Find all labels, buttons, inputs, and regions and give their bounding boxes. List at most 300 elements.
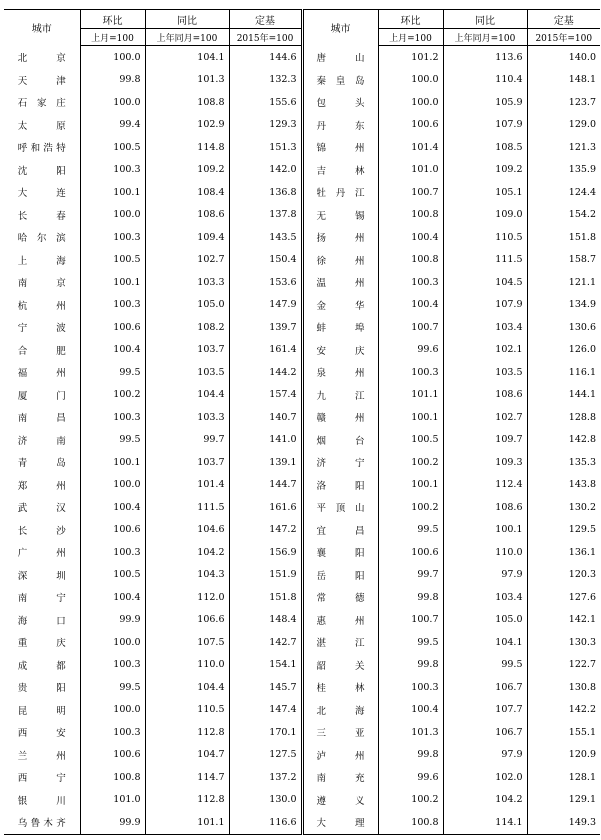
city-cell (302, 406, 378, 429)
yoy-value: 108.4 (145, 181, 229, 204)
city-cell (302, 744, 378, 767)
city-name: 重庆 (17, 638, 66, 650)
city-name: 秦皇岛 (316, 75, 365, 87)
yoy-value: 99.7 (145, 429, 229, 452)
city-cell (4, 204, 80, 227)
city-cell (4, 91, 80, 114)
mom-value: 100.0 (80, 46, 145, 69)
table-row (4, 541, 600, 564)
yoy-value: 103.3 (145, 406, 229, 429)
city-cell (302, 339, 378, 362)
city-name: 温州 (316, 278, 365, 290)
base-value: 158.7 (527, 249, 600, 272)
mom-value: 100.3 (80, 406, 145, 429)
city-name: 西宁 (17, 773, 66, 785)
mom-value: 100.0 (80, 204, 145, 227)
city-cell (302, 361, 378, 384)
yoy-value: 106.6 (145, 609, 229, 632)
header-base-right: 定基 (527, 10, 600, 29)
mom-value: 99.5 (80, 429, 145, 452)
city-name: 泉州 (316, 368, 365, 380)
city-name: 合肥 (17, 345, 66, 357)
city-cell (4, 361, 80, 384)
city-name: 南宁 (17, 593, 66, 605)
base-value: 124.4 (527, 181, 600, 204)
city-cell (302, 69, 378, 92)
city-name: 北海 (316, 705, 365, 717)
price-index-table-container (4, 9, 600, 835)
city-cell (302, 789, 378, 812)
base-value: 154.2 (527, 204, 600, 227)
yoy-value: 109.2 (145, 159, 229, 182)
table-row (4, 811, 600, 834)
yoy-value: 104.4 (145, 676, 229, 699)
mom-value: 99.4 (80, 114, 145, 137)
city-name: 大连 (17, 188, 66, 200)
mom-value: 100.8 (80, 766, 145, 789)
table-body (4, 46, 600, 835)
city-cell (4, 271, 80, 294)
mom-value: 99.6 (378, 766, 443, 789)
table-row (4, 226, 600, 249)
mom-value: 100.1 (80, 451, 145, 474)
base-value: 129.0 (527, 114, 600, 137)
yoy-value: 108.6 (145, 204, 229, 227)
city-cell (4, 811, 80, 834)
city-cell (4, 69, 80, 92)
base-value: 120.9 (527, 744, 600, 767)
yoy-value: 112.0 (145, 586, 229, 609)
city-cell (302, 721, 378, 744)
mom-value: 100.2 (80, 384, 145, 407)
base-value: 134.9 (527, 294, 600, 317)
base-value: 148.4 (229, 609, 302, 632)
city-cell (302, 766, 378, 789)
table-row (4, 316, 600, 339)
table-row (4, 451, 600, 474)
yoy-value: 113.6 (443, 46, 527, 69)
city-name: 济南 (17, 435, 66, 447)
city-cell (302, 226, 378, 249)
city-name: 西安 (17, 728, 66, 740)
base-value: 143.5 (229, 226, 302, 249)
city-name: 金华 (316, 300, 365, 312)
yoy-value: 103.7 (145, 451, 229, 474)
base-value: 144.7 (229, 474, 302, 497)
city-name: 岳阳 (316, 570, 365, 582)
table-row (4, 406, 600, 429)
header-yoy-left: 同比 (145, 10, 229, 29)
city-cell (302, 429, 378, 452)
yoy-value: 99.5 (443, 654, 527, 677)
city-name: 深圳 (17, 570, 66, 582)
base-value: 145.7 (229, 676, 302, 699)
base-value: 151.8 (229, 586, 302, 609)
base-value: 121.1 (527, 271, 600, 294)
city-cell (4, 676, 80, 699)
table-row (4, 69, 600, 92)
city-cell (302, 451, 378, 474)
base-value: 144.6 (229, 46, 302, 69)
base-value: 121.3 (527, 136, 600, 159)
city-name: 蚌埠 (316, 323, 365, 335)
city-name: 大理 (316, 818, 365, 830)
city-cell (4, 406, 80, 429)
city-name: 济宁 (316, 458, 365, 470)
yoy-value: 104.5 (443, 271, 527, 294)
yoy-value: 102.9 (145, 114, 229, 137)
city-cell (4, 789, 80, 812)
city-cell (302, 204, 378, 227)
city-name: 贵阳 (17, 683, 66, 695)
mom-value: 100.3 (80, 721, 145, 744)
city-name: 南京 (17, 278, 66, 290)
yoy-value: 104.7 (145, 744, 229, 767)
city-name: 扬州 (316, 233, 365, 245)
table-row (4, 294, 600, 317)
yoy-value: 111.5 (145, 496, 229, 519)
header-city-right: 城市 (302, 10, 378, 46)
mom-value: 100.0 (80, 631, 145, 654)
yoy-value: 108.6 (443, 384, 527, 407)
city-name: 无锡 (316, 210, 365, 222)
mom-value: 100.0 (80, 474, 145, 497)
base-value: 129.3 (229, 114, 302, 137)
base-value: 136.8 (229, 181, 302, 204)
yoy-value: 103.4 (443, 316, 527, 339)
base-value: 148.1 (527, 69, 600, 92)
city-cell (4, 609, 80, 632)
mom-value: 100.2 (378, 789, 443, 812)
base-value: 155.1 (527, 721, 600, 744)
mom-value: 100.5 (80, 564, 145, 587)
city-name: 惠州 (316, 615, 365, 627)
mom-value: 100.4 (80, 586, 145, 609)
city-name: 牡丹江 (316, 188, 365, 200)
mom-value: 100.4 (378, 699, 443, 722)
yoy-value: 102.7 (145, 249, 229, 272)
base-value: 141.0 (229, 429, 302, 452)
base-value: 130.2 (527, 496, 600, 519)
mom-value: 100.7 (378, 181, 443, 204)
mom-value: 100.8 (378, 811, 443, 834)
city-name: 平顶山 (316, 503, 365, 515)
base-value: 135.3 (527, 451, 600, 474)
base-value: 142.7 (229, 631, 302, 654)
mom-value: 100.2 (378, 496, 443, 519)
base-value: 150.4 (229, 249, 302, 272)
city-cell (4, 519, 80, 542)
mom-value: 100.0 (378, 69, 443, 92)
base-value: 116.6 (229, 811, 302, 834)
mom-value: 100.3 (80, 654, 145, 677)
mom-value: 100.4 (80, 496, 145, 519)
city-cell (302, 114, 378, 137)
city-cell (302, 564, 378, 587)
subheader-yoy-left: 上年同月=100 (145, 29, 229, 46)
mom-value: 100.0 (80, 91, 145, 114)
subheader-base-left: 2015年=100 (229, 29, 302, 46)
city-cell (302, 496, 378, 519)
city-name: 泸州 (316, 750, 365, 762)
base-value: 143.8 (527, 474, 600, 497)
yoy-value: 110.0 (443, 541, 527, 564)
city-cell (302, 159, 378, 182)
city-cell (4, 721, 80, 744)
mom-value: 99.5 (80, 361, 145, 384)
city-name: 长春 (17, 210, 66, 222)
yoy-value: 105.9 (443, 91, 527, 114)
city-cell (302, 811, 378, 834)
city-cell (4, 654, 80, 677)
yoy-value: 103.5 (145, 361, 229, 384)
yoy-value: 103.7 (145, 339, 229, 362)
city-name: 安庆 (316, 345, 365, 357)
city-name: 天津 (17, 75, 66, 87)
yoy-value: 101.1 (145, 811, 229, 834)
mom-value: 100.6 (378, 114, 443, 137)
table-row (4, 114, 600, 137)
city-name: 乌鲁木齐 (17, 818, 66, 830)
city-name: 厦门 (17, 390, 66, 402)
base-value: 127.5 (229, 744, 302, 767)
city-name: 昆明 (17, 705, 66, 717)
city-cell (4, 744, 80, 767)
city-name: 唐山 (316, 53, 365, 64)
yoy-value: 108.5 (443, 136, 527, 159)
mom-value: 100.0 (378, 91, 443, 114)
city-cell (302, 46, 378, 69)
city-cell (4, 699, 80, 722)
yoy-value: 112.4 (443, 474, 527, 497)
city-name: 吉林 (316, 165, 365, 177)
table-row (4, 564, 600, 587)
city-name: 福州 (17, 368, 66, 380)
city-name: 襄阳 (316, 548, 365, 560)
base-value: 144.2 (229, 361, 302, 384)
base-value: 126.0 (527, 339, 600, 362)
yoy-value: 107.9 (443, 114, 527, 137)
base-value: 130.6 (527, 316, 600, 339)
city-cell (4, 159, 80, 182)
table-row (4, 609, 600, 632)
yoy-value: 110.0 (145, 654, 229, 677)
yoy-value: 104.3 (145, 564, 229, 587)
yoy-value: 109.3 (443, 451, 527, 474)
yoy-value: 107.5 (145, 631, 229, 654)
table-row (4, 496, 600, 519)
city-name: 宁波 (17, 323, 66, 335)
yoy-value: 109.0 (443, 204, 527, 227)
mom-value: 100.6 (80, 519, 145, 542)
yoy-value: 108.6 (443, 496, 527, 519)
yoy-value: 114.7 (145, 766, 229, 789)
city-name: 兰州 (17, 750, 66, 762)
mom-value: 100.8 (378, 204, 443, 227)
city-name: 杭州 (17, 300, 66, 312)
mom-value: 101.4 (378, 136, 443, 159)
mom-value: 100.6 (80, 744, 145, 767)
city-name: 海口 (17, 615, 66, 627)
city-cell (4, 249, 80, 272)
table-row (4, 46, 600, 69)
base-value: 137.8 (229, 204, 302, 227)
subheader-base-right: 2015年=100 (527, 29, 600, 46)
base-value: 153.6 (229, 271, 302, 294)
yoy-value: 102.7 (443, 406, 527, 429)
yoy-value: 102.1 (443, 339, 527, 362)
city-cell (4, 474, 80, 497)
base-value: 139.1 (229, 451, 302, 474)
mom-value: 100.4 (378, 294, 443, 317)
mom-value: 100.0 (80, 699, 145, 722)
mom-value: 100.6 (80, 316, 145, 339)
header-yoy-right: 同比 (443, 10, 527, 29)
base-value: 127.6 (527, 586, 600, 609)
yoy-value: 103.3 (145, 271, 229, 294)
mom-value: 100.3 (378, 361, 443, 384)
yoy-value: 104.1 (443, 631, 527, 654)
mom-value: 100.1 (378, 406, 443, 429)
base-value: 155.6 (229, 91, 302, 114)
base-value: 129.1 (527, 789, 600, 812)
city-cell (4, 586, 80, 609)
table-row (4, 721, 600, 744)
base-value: 136.1 (527, 541, 600, 564)
base-value: 142.2 (527, 699, 600, 722)
yoy-value: 105.0 (443, 609, 527, 632)
table-row (4, 699, 600, 722)
table-header (4, 10, 600, 46)
base-value: 140.7 (229, 406, 302, 429)
mom-value: 99.7 (378, 564, 443, 587)
mom-value: 100.3 (378, 271, 443, 294)
city-name: 南充 (316, 773, 365, 785)
city-cell (302, 676, 378, 699)
city-name: 北京 (17, 53, 66, 64)
base-value: 156.9 (229, 541, 302, 564)
city-cell (4, 316, 80, 339)
table-row (4, 744, 600, 767)
base-value: 149.3 (527, 811, 600, 834)
base-value: 147.4 (229, 699, 302, 722)
mom-value: 100.5 (378, 429, 443, 452)
mom-value: 99.5 (80, 676, 145, 699)
city-name: 包头 (316, 98, 365, 110)
table-row (4, 91, 600, 114)
table-row (4, 204, 600, 227)
city-name: 宜昌 (316, 525, 365, 537)
mom-value: 101.2 (378, 46, 443, 69)
mom-value: 99.8 (80, 69, 145, 92)
table-row (4, 384, 600, 407)
yoy-value: 110.4 (443, 69, 527, 92)
yoy-value: 97.9 (443, 744, 527, 767)
base-value: 147.2 (229, 519, 302, 542)
city-name: 遵义 (316, 795, 365, 807)
base-value: 130.3 (527, 631, 600, 654)
yoy-value: 114.1 (443, 811, 527, 834)
mom-value: 100.5 (80, 249, 145, 272)
city-cell (302, 541, 378, 564)
mom-value: 99.9 (80, 811, 145, 834)
mom-value: 100.2 (378, 451, 443, 474)
subheader-mom-right: 上月=100 (378, 29, 443, 46)
city-name: 南昌 (17, 413, 66, 425)
yoy-value: 109.2 (443, 159, 527, 182)
base-value: 135.9 (527, 159, 600, 182)
yoy-value: 109.7 (443, 429, 527, 452)
yoy-value: 101.4 (145, 474, 229, 497)
city-name: 锦州 (316, 143, 365, 155)
city-name: 广州 (17, 548, 66, 560)
city-name: 常德 (316, 593, 365, 605)
city-name: 太原 (17, 120, 66, 132)
yoy-value: 97.9 (443, 564, 527, 587)
mom-value: 100.7 (378, 609, 443, 632)
base-value: 140.0 (527, 46, 600, 69)
base-value: 122.7 (527, 654, 600, 677)
city-cell (302, 586, 378, 609)
city-name: 上海 (17, 255, 66, 267)
city-name: 烟台 (316, 435, 365, 447)
mom-value: 100.1 (378, 474, 443, 497)
city-cell (302, 181, 378, 204)
yoy-value: 107.7 (443, 699, 527, 722)
mom-value: 100.3 (80, 159, 145, 182)
city-cell (4, 384, 80, 407)
city-cell (302, 474, 378, 497)
yoy-value: 107.9 (443, 294, 527, 317)
base-value: 161.4 (229, 339, 302, 362)
mom-value: 100.4 (378, 226, 443, 249)
base-value: 129.5 (527, 519, 600, 542)
mom-value: 100.3 (80, 541, 145, 564)
city-cell (302, 136, 378, 159)
city-name: 沈阳 (17, 165, 66, 177)
city-cell (4, 564, 80, 587)
yoy-value: 111.5 (443, 249, 527, 272)
mom-value: 99.8 (378, 744, 443, 767)
header-mom-right: 环比 (378, 10, 443, 29)
yoy-value: 103.5 (443, 361, 527, 384)
city-name: 九江 (316, 390, 365, 402)
city-name: 桂林 (316, 683, 365, 695)
city-cell (302, 316, 378, 339)
mom-value: 99.5 (378, 631, 443, 654)
city-cell (4, 339, 80, 362)
table-row (4, 339, 600, 362)
mom-value: 100.1 (80, 181, 145, 204)
table-row (4, 654, 600, 677)
city-name: 哈尔滨 (17, 233, 66, 245)
mom-value: 99.9 (80, 609, 145, 632)
city-name: 成都 (17, 660, 66, 672)
city-cell (302, 519, 378, 542)
table-row (4, 519, 600, 542)
base-value: 170.1 (229, 721, 302, 744)
yoy-value: 104.2 (145, 541, 229, 564)
base-value: 161.6 (229, 496, 302, 519)
city-name: 韶关 (316, 660, 365, 672)
price-index-table (4, 9, 600, 835)
mom-value: 100.1 (80, 271, 145, 294)
city-cell (4, 631, 80, 654)
yoy-value: 108.2 (145, 316, 229, 339)
mom-value: 101.0 (80, 789, 145, 812)
yoy-value: 104.2 (443, 789, 527, 812)
table-row (4, 766, 600, 789)
